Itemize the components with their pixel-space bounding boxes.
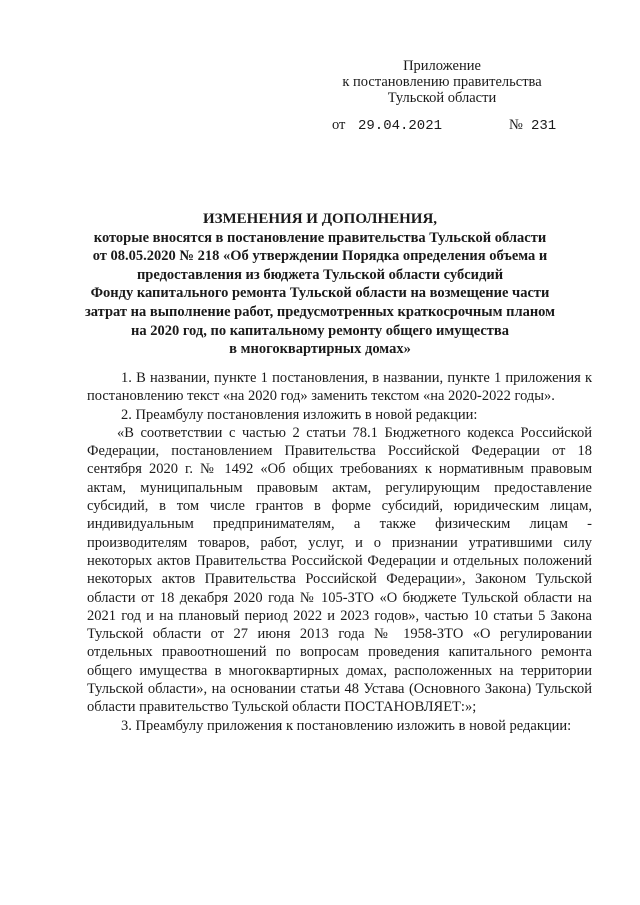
- document-title: [60, 210, 580, 359]
- appendix-line: к постановлению правительства: [342, 74, 542, 90]
- title-line: предоставления из бюджета Тульской области субсидий: [136, 266, 504, 283]
- title-line: Фонду капитального ремонта Тульской области на возмещение части: [90, 285, 550, 302]
- title-line: от 08.05.2020 № 218 «Об утверждении Порядка определения объема и: [92, 248, 548, 265]
- appendix-line: Тульской области: [387, 90, 497, 106]
- document-date: 29.04.2021: [358, 118, 443, 134]
- number-sign: №: [509, 117, 523, 133]
- date-prefix: от: [332, 117, 346, 133]
- document-body: [87, 369, 592, 735]
- title-line: в многоквартирных домах»: [229, 341, 411, 358]
- appendix-block: [322, 58, 562, 106]
- paragraph-item-2: 2. Преамбулу постановления изложить в новой редакции:: [121, 406, 478, 423]
- paragraph-item-1: 1. В названии, пункте 1 постановления, в названии, пункте 1 приложения к постановлению текст «на 2020 год» заменить текстом «на 2020-2022 годы».: [87, 370, 592, 405]
- paragraph-item-3: 3. Преамбулу приложения к постановлению изложить в новой редакции:: [121, 717, 572, 734]
- document-number: 231: [531, 118, 557, 134]
- paragraph-preamble-quote: «В соответствии с частью 2 статьи 78.1 Бюджетного кодекса Российской Федерации, постановлением Правительства Российской Федерации от 18 сентября 2020 г. № 1492 «Об общих требованиях к нормативным правовым актам, муниципальным правовым актам, регулирующим предоставление субсидий, в том числе грантов в форме субсидий, юридическим лицам, индивидуальным предпринимателям, а также физическим лицам - производителям товаров, работ, услуг, и о признании утратившими силу некоторых актов Правительства Российской Федерации и отдельных положений некоторых актов Правительства Российской Федерации», Законом Тульской области от 18 декабря 2020 года № 105-ЗТО «О бюджете Тульской области на 2021 год и на плановый период 2022 и 2023 годов», частью 10 статьи 5 Закона Тульской области от 27 июня 2013 года № 1958-ЗТО «О регулировании отдельных правоотношений по вопросам проведения капитального ремонта общего имущества в многоквартирных домах, расположенных на территории Тульской области», на основании статьи 48 Устава (Основного Закона) Тульской области правительство Тульской области ПОСТАНОВЛЯЕТ:»;: [87, 424, 592, 716]
- appendix-line: Приложение: [403, 58, 481, 74]
- title-line: ИЗМЕНЕНИЯ И ДОПОЛНЕНИЯ,: [202, 211, 438, 227]
- title-line: затрат на выполнение работ, предусмотренных краткосрочным планом: [84, 303, 556, 320]
- title-line: которые вносятся в постановление правительства Тульской области: [93, 229, 547, 246]
- title-line: на 2020 год, по капитальному ремонту общего имущества: [130, 322, 510, 339]
